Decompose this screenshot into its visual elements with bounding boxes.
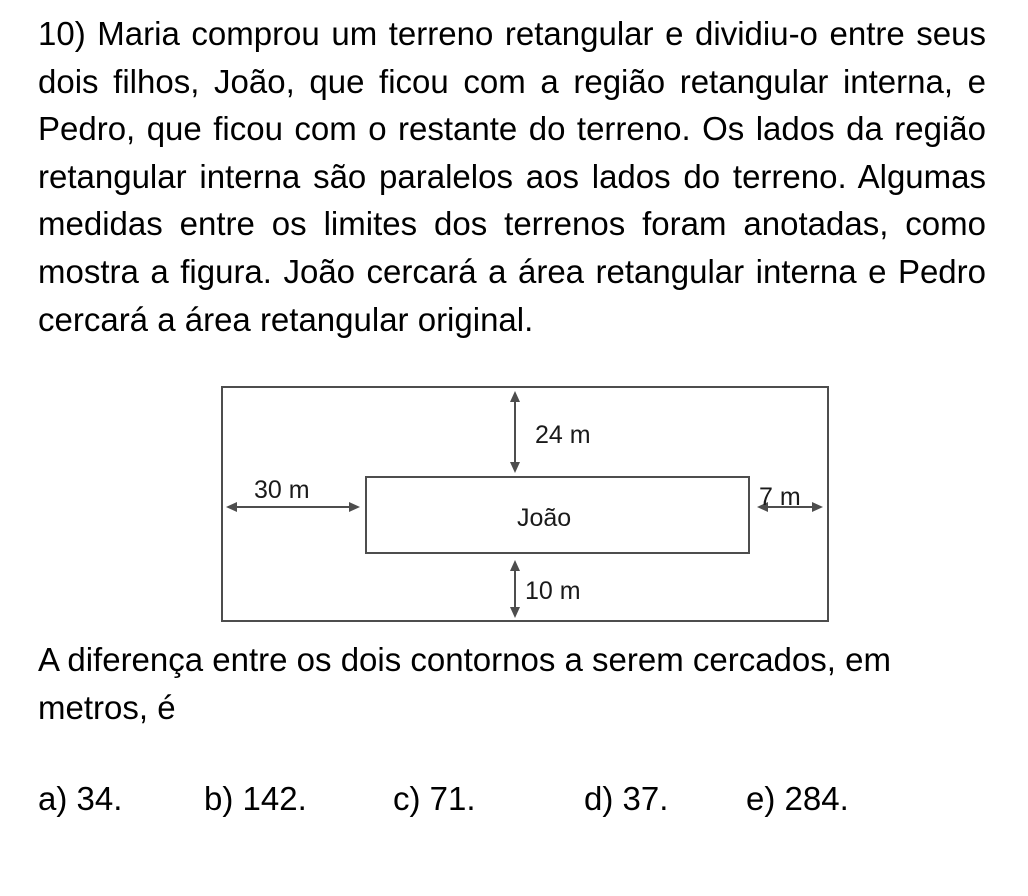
right-distance-label: 7 m: [759, 483, 801, 511]
option-c: c) 71.: [393, 780, 476, 817]
terrain-diagram: [221, 386, 831, 624]
bottom-distance-arrow: [510, 560, 520, 618]
followup-text: A diferença entre os dois contornos a serem cercados, em metros, é: [38, 641, 891, 726]
left-distance-label: 30 m: [254, 476, 310, 504]
terrain-figure: [221, 386, 831, 624]
option-e: e) 284.: [746, 780, 849, 817]
bottom-distance-label: 10 m: [525, 577, 581, 605]
top-distance-label: 24 m: [535, 421, 591, 449]
option-a: a) 34.: [38, 780, 123, 817]
inner-joao-label: João: [517, 504, 572, 532]
option-b: b) 142.: [204, 780, 307, 817]
top-distance-arrow: [510, 391, 520, 473]
answer-options: [38, 775, 998, 823]
question-text: 10) Maria comprou um terreno retangular e dividiu-o entre seus dois filhos, João, que ficou com a região retangular interna, e Pedro, que ficou com o restante do terreno. Os lados da região retangular interna são paralelos aos lados do terreno. Algumas medidas entre os limites dos terrenos foram anotadas, como mostra a figura. João cercará a área retangular interna e Pedro cercará a área retangular original.: [38, 15, 986, 338]
option-d: d) 37.: [584, 780, 669, 817]
